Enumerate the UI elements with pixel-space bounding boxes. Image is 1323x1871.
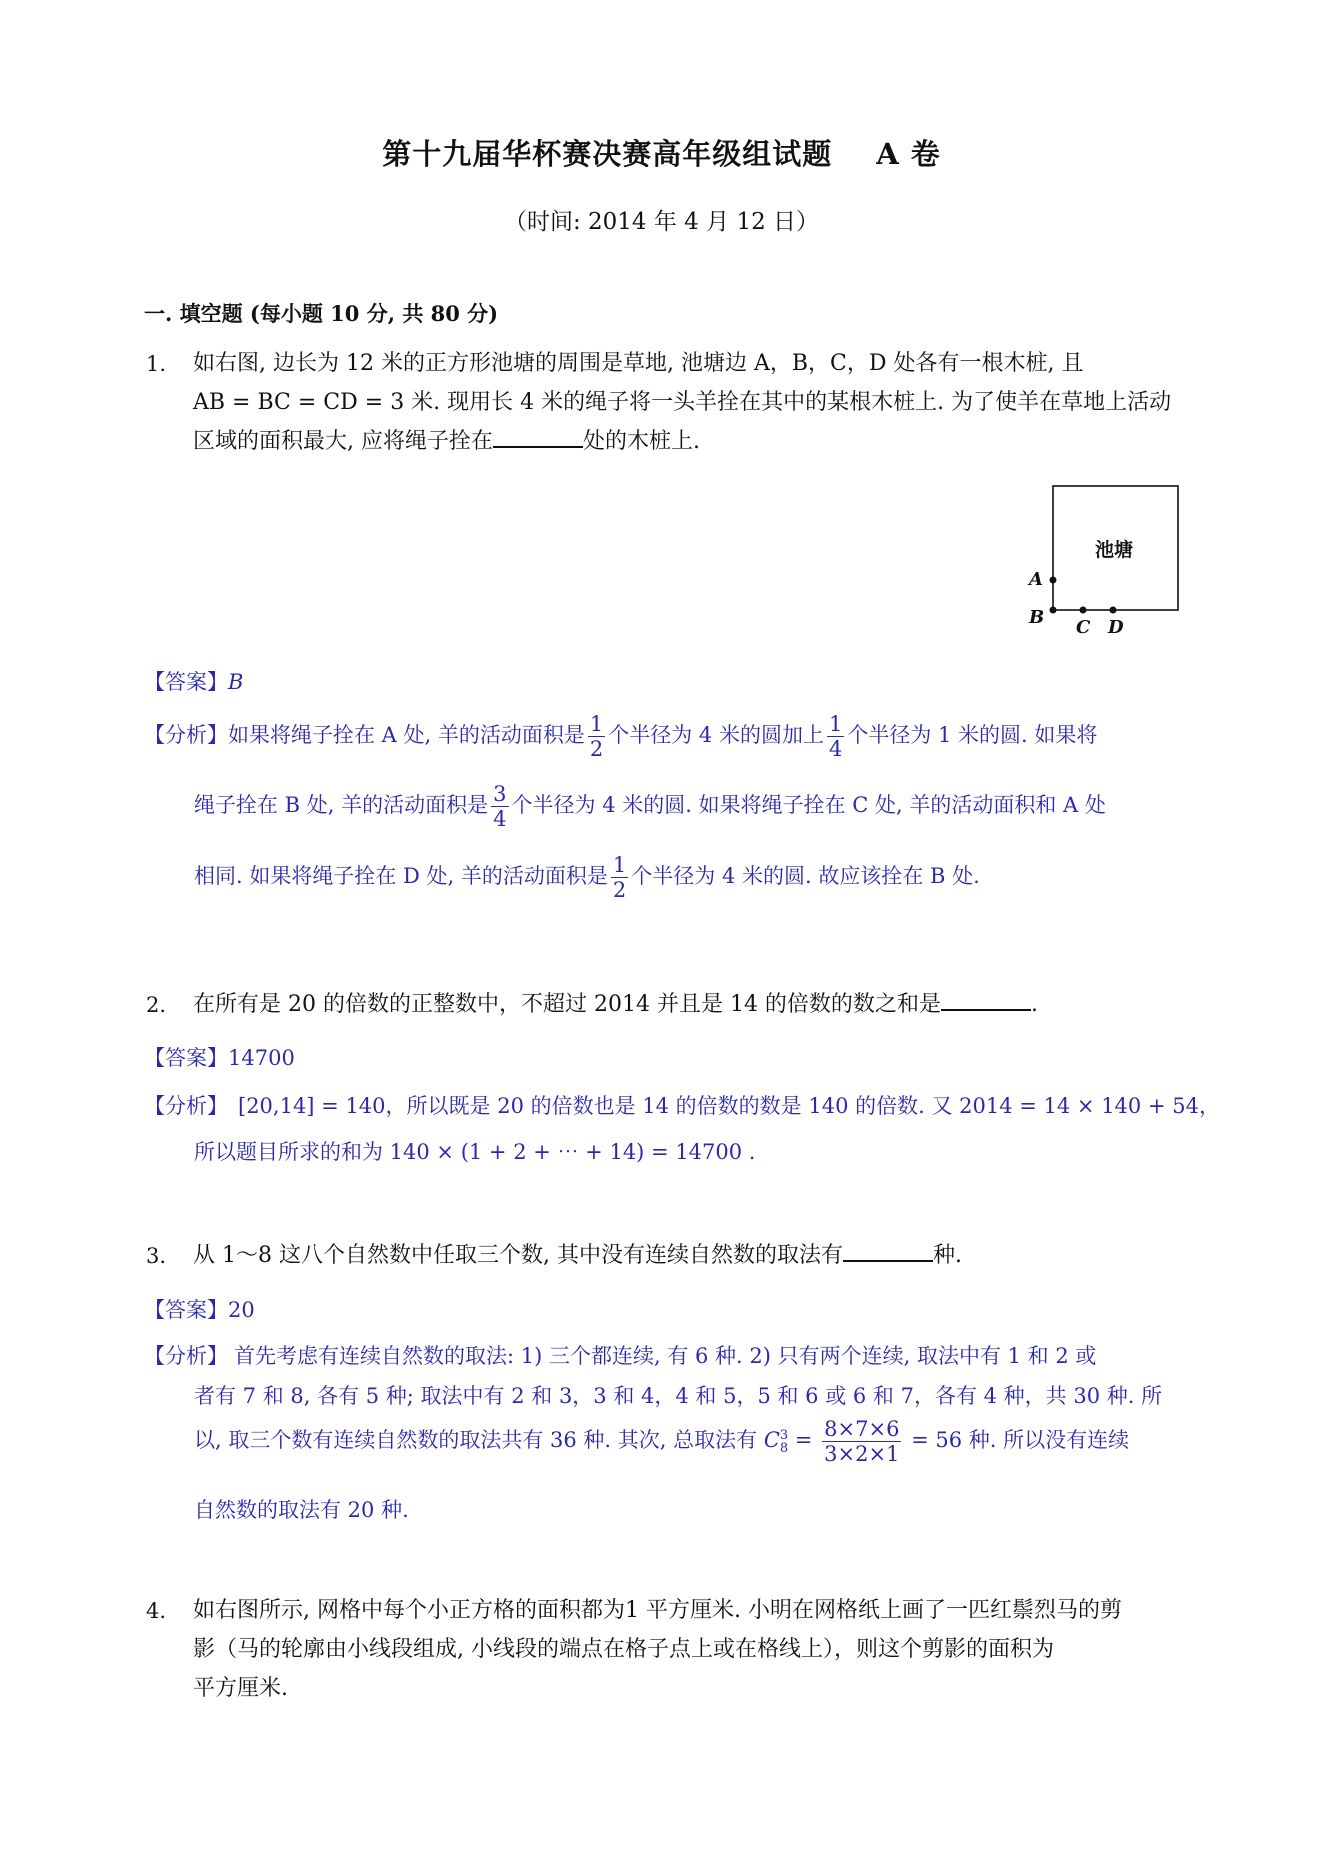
- label-c: C: [1076, 617, 1091, 638]
- question-4-number: 4.: [146, 1599, 167, 1623]
- q1-line-3: 区域的面积最大, 应将绳子拴在 处的木桩上.: [193, 422, 1193, 461]
- q3-analysis-line-1: 【分析】 首先考虑有连续自然数的取法: 1) 三个都连续, 有 6 种. 2) 只有两个连续, 取法中有 1 和 2 或: [144, 1344, 1097, 1368]
- page-title: [0, 132, 1323, 173]
- title-main: 第十九届华杯赛决赛高年级组试题: [382, 137, 833, 171]
- question-1-text: [193, 344, 1193, 461]
- q1-answer-blank: [493, 424, 583, 448]
- fraction-three-quarters: $\frac{3}{4}$: [493, 782, 507, 831]
- label-d: D: [1108, 617, 1124, 638]
- section-header: 一. 填空题 (每小题 10 分, 共 80 分): [144, 301, 499, 326]
- q2-analysis-line-1: 【分析】 [20,14] = 140，所以既是 20 的倍数也是 14 的倍数的数是 140 的倍数. 又 2014 = 14 × 140 + 54，: [144, 1094, 1220, 1118]
- stake-d: [1110, 607, 1117, 614]
- q1-line-2: AB = BC = CD = 3 米. 现用长 4 米的绳子将一头羊拴在其中的某根木桩上. 为了使羊在草地上活动: [193, 390, 1172, 415]
- q2-analysis: [144, 1090, 1220, 1190]
- q2-answer-blank: [941, 987, 1031, 1011]
- q2-analysis-line-2: 所以题目所求的和为 140 × (1 + 2 + ⋯ + 14) = 14700 .: [194, 1140, 756, 1164]
- pond-figure: [1000, 480, 1200, 640]
- stake-b: [1050, 607, 1057, 614]
- q1-analysis: [144, 712, 1199, 942]
- q3-answer: 20: [228, 1298, 255, 1322]
- q4-line-3: 平方厘米.: [193, 1676, 288, 1701]
- q1-analysis-line-2: 绳子拴在 B 处, 羊的活动面积是 $\frac{3}{4}$ 个半径为 4 米的圆. 如果将绳子拴在 C 处, 羊的活动面积和 A 处: [194, 782, 1106, 831]
- q1-analysis-line-1: 【分析】如果将绳子拴在 A 处, 羊的活动面积是 $\frac{1}{2}$ 个半径为 4 米的圆加上 $\frac{1}{4}$ 个半径为 1 米的圆. 如果将: [144, 712, 1098, 761]
- q3-analysis-line-3: 以, 取三个数有连续自然数的取法共有 36 种. 其次, 总取法有 C 3 8 = $\frac{8\times 7\times 6}{3\times 2\times 1}$ = 56 种. 所以没有连续: [194, 1417, 1130, 1466]
- question-3-text: 从 1～8 这八个自然数中任取三个数, 其中没有连续自然数的取法有 种.: [193, 1236, 1193, 1275]
- stake-c: [1080, 607, 1087, 614]
- q4-line-2: 影（马的轮廓由小线段组成, 小线段的端点在格子点上或在格线上），则这个剪影的面积为: [193, 1637, 1054, 1662]
- q3-answer-blank: [843, 1238, 933, 1262]
- answer-label: 【答案】: [144, 670, 228, 694]
- title-volume: A 卷: [876, 137, 941, 171]
- q3-analysis-line-4: 自然数的取法有 20 种.: [194, 1498, 409, 1522]
- label-a: A: [1029, 569, 1043, 590]
- question-2-text: 在所有是 20 的倍数的正整数中，不超过 2014 并且是 14 的倍数的数之和是 .: [193, 985, 1193, 1024]
- pond-label: 池塘: [1095, 539, 1134, 561]
- fraction-one-half: $\frac{1}{2}$: [589, 712, 604, 761]
- question-3-number: 3.: [146, 1244, 167, 1268]
- q3-analysis: [144, 1340, 1199, 1540]
- q1-line-1: 如右图, 边长为 12 米的正方形池塘的周围是草地, 池塘边 A，B，C，D 处各有一根木桩, 且: [193, 351, 1084, 376]
- label-b: B: [1029, 607, 1045, 628]
- question-4-text: [193, 1591, 1193, 1708]
- fraction-one-half-2: $\frac{1}{2}$: [612, 853, 627, 902]
- combination-symbol: C: [763, 1428, 780, 1452]
- q3-analysis-line-2: 者有 7 和 8, 各有 5 种; 取法中有 2 和 3，3 和 4，4 和 5，5 和 6 或 6 和 7，各有 4 种，共 30 种. 所: [194, 1384, 1163, 1408]
- question-1-number: 1.: [146, 352, 167, 376]
- q1-analysis-line-3: 相同. 如果将绳子拴在 D 处, 羊的活动面积是 $\frac{1}{2}$ 个半径为 4 米的圆. 故应该拴在 B 处.: [194, 853, 980, 902]
- q2-answer: 14700: [228, 1046, 295, 1070]
- q3-answer-row: 【答案】20: [144, 1298, 255, 1322]
- q2-answer-row: 【答案】14700: [144, 1046, 295, 1070]
- q1-answer-row: [144, 664, 243, 700]
- q1-answer: B: [228, 670, 244, 694]
- fraction-one-quarter: $\frac{1}{4}$: [828, 712, 843, 761]
- question-2-number: 2.: [146, 993, 167, 1017]
- combination-fraction: $\frac{8\times 7\times 6}{3\times 2\times 1}$: [824, 1417, 900, 1466]
- q4-line-1: 如右图所示, 网格中每个小正方格的面积都为1 平方厘米. 小明在网格纸上画了一匹红鬃烈马的剪: [193, 1598, 1122, 1623]
- exam-date: （时间: 2014 年 4 月 12 日）: [503, 209, 820, 235]
- stake-a: [1050, 577, 1057, 584]
